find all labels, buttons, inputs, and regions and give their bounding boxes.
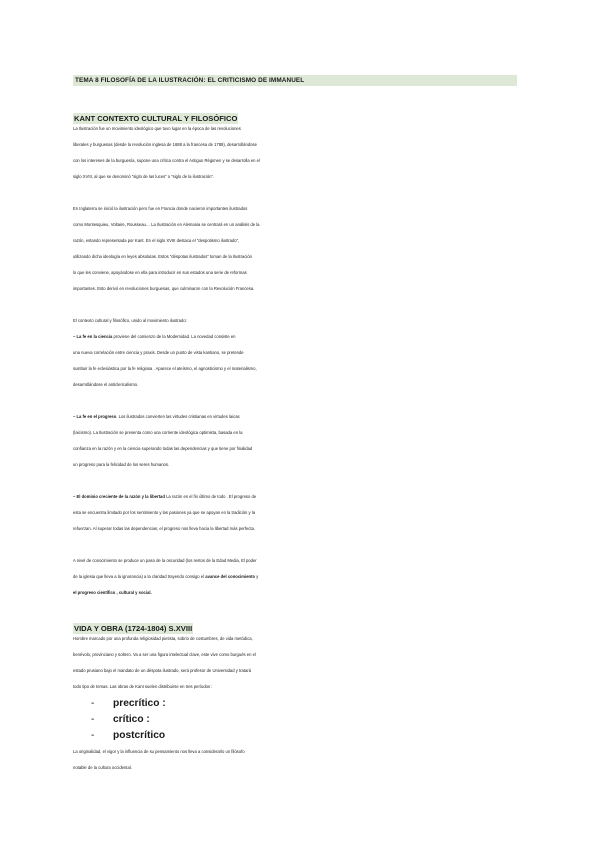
paragraph-vida	[73, 631, 533, 695]
section-heading-context-text: KANT CONTEXTO CULTURAL Y FILOSÓFICO	[74, 114, 238, 123]
bold-phrase: – El dominio creciente de la razón y la libertad	[73, 494, 165, 499]
paragraph-fe-ciencia	[73, 313, 533, 393]
paragraph-ilustracion	[73, 121, 533, 185]
text-span: y	[255, 574, 259, 579]
paragraph-dominio-razon	[73, 489, 533, 537]
paragraph-despotismo	[73, 201, 533, 297]
text-line: notable de la cultura occidental.	[73, 765, 132, 770]
text-line: una nueva correlación entre ciencia y praxis. Desde un punto de vista kantiano, se pretende	[73, 350, 244, 355]
text-line: como Montesquieu, Voltaire, Rousseau… La Ilustración en Alemania se centrará en un análisis de la	[73, 222, 260, 227]
list-item	[91, 712, 166, 728]
paragraph-fe-progreso	[73, 409, 533, 473]
periods-list	[91, 696, 166, 744]
bold-phrase: avance del conocimiento	[205, 574, 256, 579]
text-line: El contexto cultural y filosófico, unido al movimiento ilustrado:	[73, 318, 187, 323]
list-item	[91, 728, 166, 744]
text-line: sustituir la fe eclesiástica por la fe religiosa . Aparece el ateísmo, el agnosticismo y el materialismo,	[73, 366, 257, 371]
text-line: siglo XVIII, al que se denominó “siglo de las luces” o “siglo de la ilustración”.	[73, 174, 215, 179]
text-line: A nivel de conocimiento se produce un paso de la oscuridad (los restos de la Edad Media, El poder	[73, 558, 257, 563]
paragraph-conocimiento	[73, 553, 533, 601]
text-line	[73, 489, 533, 505]
text-span: . Los ilustrados convierten las virtudes cristianas en virtudes laicas	[116, 414, 240, 419]
list-item-label: postcrítico	[113, 730, 166, 741]
list-item-label: crítico :	[113, 714, 150, 725]
text-line: desarrollándose el anticlericalismo.	[73, 382, 139, 387]
text-line: En Inglaterra se inició la ilustración pero fue en Francia donde nacieron importantes ilustrados	[73, 206, 248, 211]
list-item-label: precrítico :	[113, 698, 166, 709]
text-line: razón, estando representada por Kant. En el siglo XVIII destaca el “despotismo ilustrado”,	[73, 238, 240, 243]
list-bullet: -	[91, 714, 95, 725]
text-line: (laicismo). La Ilustración se presenta como una corriente ideológica optimista, basada en la	[73, 430, 243, 435]
text-line: Hombre marcado por una profunda religiosidad pietista, sobrio de costumbres, de vida metódica,	[73, 636, 253, 641]
text-line: refuerzan. Al superar todas las dependencias, el progreso nos lleva hacia la libertad más perfecta.	[73, 526, 256, 531]
list-item	[91, 696, 166, 712]
text-line: lo que les conviene, apoyándose en ella para introducir en sus estados una serie de reformas	[73, 270, 247, 275]
text-span: proviene del comienzo de la Modernidad. La novedad consiste en	[112, 334, 236, 339]
section-heading-vida-obra-text: VIDA Y OBRA (1724-1804) S.XVIII	[74, 624, 193, 633]
text-line: benévolo, provinciano y soltero. Va a ser una figura intelectual clave, este vive como burgués en el	[73, 652, 256, 657]
bold-phrase: – La fe en el progreso	[73, 414, 117, 419]
text-line: La originalidad, el vigor y la influencia de su pensamiento nos lleva a considerarlo un filósofo	[73, 749, 245, 754]
text-span: La razón es el fin último de todo . El progreso de	[164, 494, 257, 499]
paragraph-originalidad	[73, 744, 533, 776]
text-line: esta se encuentra limitado por los sentimiento y las pasiones ya que se apoyan en la tradición y la	[73, 510, 256, 515]
list-bullet: -	[91, 730, 95, 741]
text-span: de la iglesia que lleva a la ignorancia) a la claridad trayendo consigo el	[73, 574, 206, 579]
text-line	[73, 585, 533, 601]
text-line	[73, 329, 533, 345]
text-line	[73, 569, 533, 585]
text-line: estado prusiano bajo el mandato de un déspota ilustrado, será profesor de Universidad y tratará	[73, 668, 252, 673]
document-title: TEMA 8 FILOSOFÍA DE LA ILUSTRACIÓN: EL CRITICISMO DE IMMANUEL	[73, 75, 517, 86]
text-line: un progreso para la felicidad de los seres humanos.	[73, 462, 170, 467]
text-line: La Ilustración fue un movimiento ideológico que tuvo lugar en la época de las revoluciones	[73, 126, 241, 131]
text-line: utilizando dicha ideología en leyes absolutas. Estos “déspotas ilustrados” toman de la Ilustración	[73, 254, 253, 259]
text-line: liberales y burguesas (desde la revolución inglesa de 1688 a la francesa de 1789), desarrollándose	[73, 142, 257, 147]
bold-phrase: – La fe en la ciencia	[73, 334, 113, 339]
text-line: todo tipo de temas. Las obras de Kant suelen distribuirse en tres períodos :	[73, 684, 213, 689]
bold-phrase: el progreso científico , cultural y social.	[73, 590, 152, 595]
text-line: con los intereses de la burguesía, supone una crítica contra el Antiguo Régimen y se desarrolla en el	[73, 158, 260, 163]
list-bullet: -	[91, 698, 95, 709]
text-line: confianza en la razón y en la ciencia superando todas las dependencias y que tiene por finalidad	[73, 446, 253, 451]
text-line: importantes. Esto derivó en revoluciones burguesas, que culminaron con la Revolución Francesa.	[73, 286, 255, 291]
text-line	[73, 409, 533, 425]
